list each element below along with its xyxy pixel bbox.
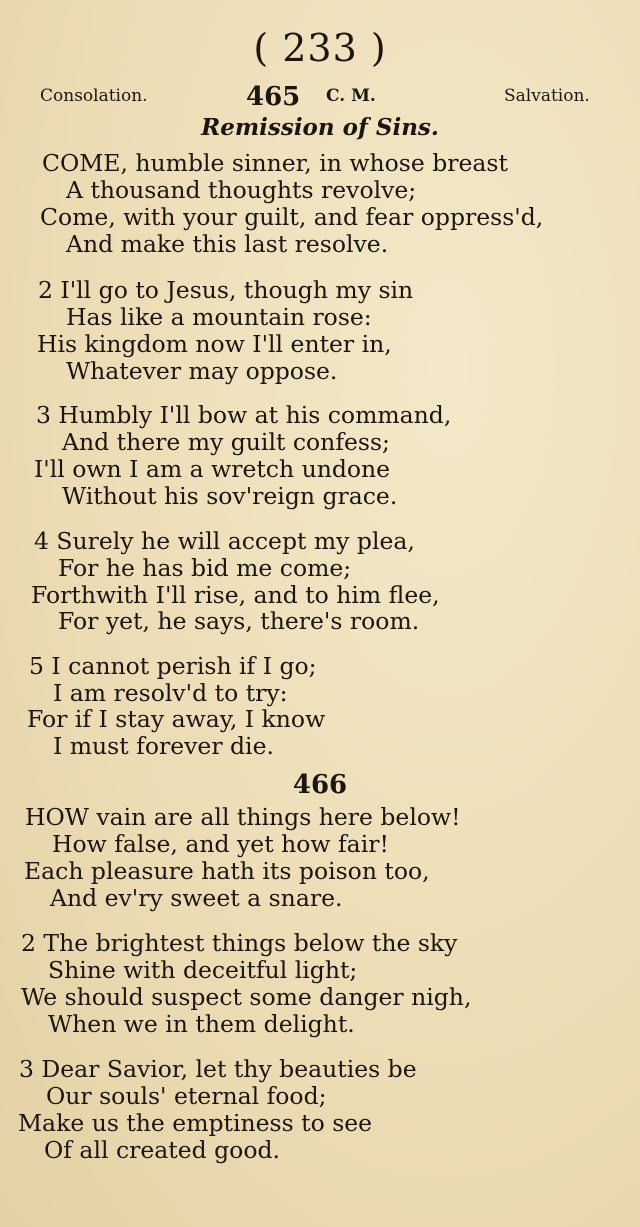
verse-line: Has like a mountain rose: — [66, 303, 372, 331]
hymn-meter: C. M. — [326, 86, 376, 106]
verse-line: I'll own I am a wretch undone — [34, 455, 391, 483]
verse-line: For if I stay away, I know — [27, 705, 326, 733]
verse-line: For yet, he says, there's room. — [58, 607, 420, 635]
verse-line: Make us the emptiness to see — [18, 1109, 373, 1137]
verse-line: Whatever may oppose. — [66, 357, 338, 385]
verse-line: 3 Dear Savior, let thy beauties be — [19, 1055, 417, 1083]
verse-line: For he has bid me come; — [58, 554, 352, 582]
verse-line: 5 I cannot perish if I go; — [29, 652, 317, 680]
verse-line: I am resolv'd to try: — [53, 679, 288, 707]
hymn-465-header — [0, 82, 640, 112]
verse-line: I must forever die. — [53, 732, 274, 760]
verse-line: We should suspect some danger nigh, — [21, 983, 472, 1011]
category-left: Consolation. — [40, 86, 148, 106]
verse-line: 2 I'll go to Jesus, though my sin — [38, 276, 414, 304]
verse-line: And ev'ry sweet a snare. — [50, 884, 343, 912]
verse-line: 3 Humbly I'll bow at his command, — [36, 401, 452, 429]
verse-line: When we in them delight. — [48, 1010, 355, 1038]
verse-line: Each pleasure hath its poison too, — [24, 857, 430, 885]
verse-line: 2 The brightest things below the sky — [21, 929, 458, 957]
verse-line: COME, humble sinner, in whose breast — [42, 149, 508, 177]
verse-line: Without his sov'reign grace. — [62, 482, 398, 510]
verse-line: And there my guilt confess; — [62, 428, 390, 456]
verse-line: HOW vain are all things here below! — [25, 803, 461, 831]
verse-line: And make this last resolve. — [66, 230, 389, 258]
verse-line: A thousand thoughts revolve; — [66, 176, 417, 204]
verse-line: 4 Surely he will accept my plea, — [34, 527, 415, 555]
verse-line: How false, and yet how fair! — [52, 830, 389, 858]
hymn-number: 466 — [292, 770, 348, 800]
verse-line: Come, with your guilt, and fear oppress'd, — [40, 203, 544, 231]
verse-line: Of all created good. — [44, 1136, 280, 1164]
verse-line: Forthwith I'll rise, and to him flee, — [31, 581, 440, 609]
category-right: Salvation. — [504, 86, 590, 106]
hymn-number: 465 — [246, 82, 301, 112]
verse-line: Our souls' eternal food; — [46, 1082, 327, 1110]
page-number: ( 233 ) — [253, 26, 387, 70]
verse-line: Shine with deceitful light; — [48, 956, 358, 984]
hymn-title: Remission of Sins. — [201, 114, 439, 141]
verse-line: His kingdom now I'll enter in, — [37, 330, 392, 358]
